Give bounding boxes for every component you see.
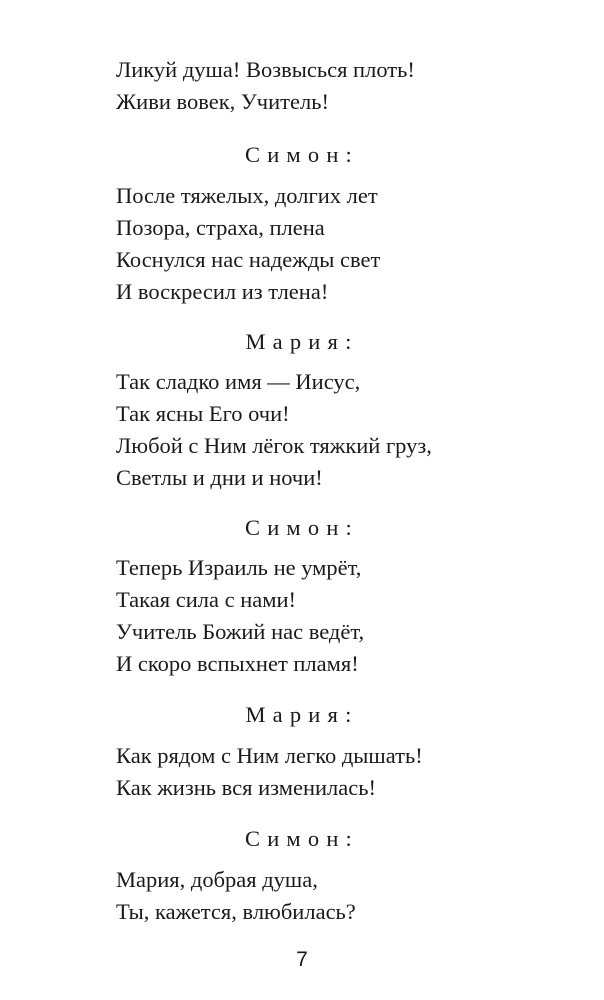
verse-line: Ты, кажется, влюбилась? xyxy=(116,899,356,924)
verse-line: Как жизнь вся изменилась! xyxy=(116,775,376,800)
speaker-heading: Симон: xyxy=(244,142,360,167)
verse-simon-3 xyxy=(116,864,556,928)
verse-line: Любой с Ним лёгок тяжкий груз, xyxy=(116,433,432,458)
verse-line: Как рядом с Ним легко дышать! xyxy=(116,743,423,768)
speaker-heading: Мария: xyxy=(245,702,359,727)
speaker-heading: Симон: xyxy=(244,826,360,851)
speaker-heading: Симон: xyxy=(244,515,360,540)
verse-line: Ликуй душа! Возвысься плоть! xyxy=(116,57,415,82)
verse-line: Коснулся нас надежды свет xyxy=(116,247,381,272)
verse-line: Мария, добрая душа, xyxy=(116,867,318,892)
verse-line: Светлы и дни и ночи! xyxy=(116,465,323,490)
speaker-heading: Мария: xyxy=(245,329,359,354)
verse-line: Учитель Божий нас ведёт, xyxy=(116,619,365,644)
verse-line: Живи вовек, Учитель! xyxy=(116,89,329,114)
verse-line: После тяжелых, долгих лет xyxy=(116,183,378,208)
verse-line: И воскресил из тлена! xyxy=(116,279,329,304)
verse-line: Позора, страха, плена xyxy=(116,215,325,240)
verse-line: И скоро вспыхнет пламя! xyxy=(116,651,359,676)
verse-opening xyxy=(116,54,556,118)
verse-simon-2 xyxy=(116,552,556,680)
verse-line: Так сладко имя — Иисус, xyxy=(116,369,361,394)
verse-line: Так ясны Его очи! xyxy=(116,401,290,426)
page-number: 7 xyxy=(296,948,308,971)
verse-line: Такая сила с нами! xyxy=(116,587,296,612)
verse-simon-1 xyxy=(116,180,556,308)
verse-maria-2 xyxy=(116,740,556,804)
verse-line: Теперь Израиль не умрёт, xyxy=(116,555,362,580)
verse-maria-1 xyxy=(116,366,556,494)
